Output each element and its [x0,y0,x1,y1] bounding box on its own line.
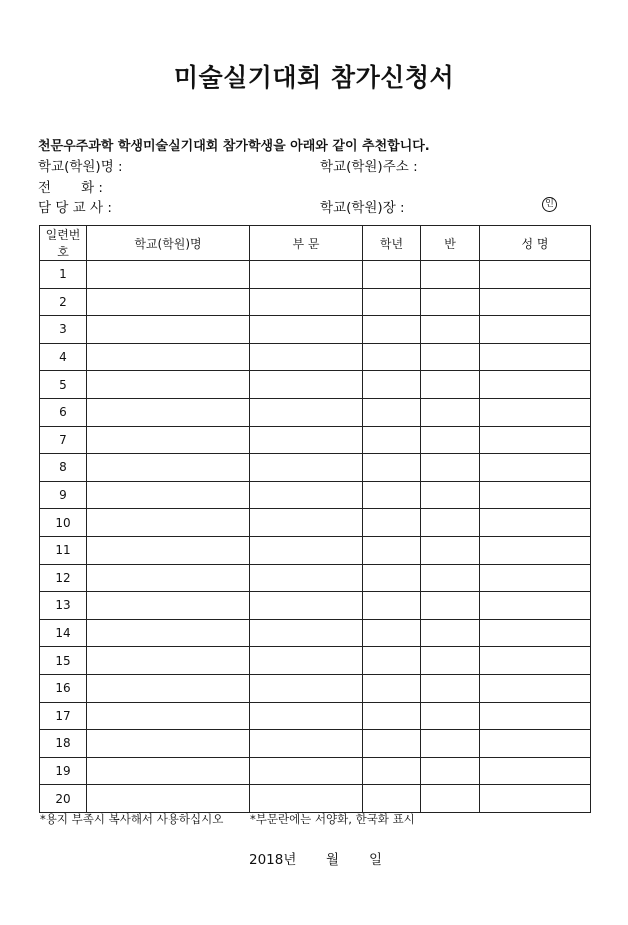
table-row [40,288,591,316]
row-school-name[interactable] [87,730,250,758]
school-address-label: 학교(학원)주소 : [320,159,418,175]
table-row [40,647,591,675]
row-serial-number: 7 [40,426,87,454]
row-serial-number: 12 [40,564,87,592]
row-grade[interactable] [363,454,421,482]
row-serial-number: 5 [40,371,87,399]
row-school-name[interactable] [87,564,250,592]
principal-label: 학교(학원)장 : [320,200,405,216]
row-student-name[interactable] [480,564,591,592]
row-student-name[interactable] [480,454,591,482]
table-row [40,426,591,454]
row-student-name[interactable] [480,398,591,426]
table-row [40,316,591,344]
row-class[interactable] [421,261,480,289]
row-serial-number: 9 [40,481,87,509]
row-category[interactable] [250,757,363,785]
row-class[interactable] [421,454,480,482]
table-row [40,371,591,399]
row-grade[interactable] [363,343,421,371]
row-serial-number: 15 [40,647,87,675]
table-row [40,785,591,813]
row-grade[interactable] [363,481,421,509]
row-school-name[interactable] [87,509,250,537]
date-month: 월 [326,852,340,868]
header-grade: 학년 [363,226,421,261]
note-category-marking: *부문란에는 서양화, 한국화 표시 [250,812,415,826]
row-school-name[interactable] [87,426,250,454]
row-school-name[interactable] [87,757,250,785]
row-class[interactable] [421,592,480,620]
row-school-name[interactable] [87,619,250,647]
row-school-name[interactable] [87,481,250,509]
table-row [40,564,591,592]
row-class[interactable] [421,647,480,675]
table-row [40,592,591,620]
row-category[interactable] [250,454,363,482]
table-row [40,261,591,289]
row-grade[interactable] [363,757,421,785]
row-student-name[interactable] [480,371,591,399]
table-row [40,343,591,371]
row-school-name[interactable] [87,371,250,399]
table-row [40,536,591,564]
row-school-name[interactable] [87,261,250,289]
row-school-name[interactable] [87,785,250,813]
row-student-name[interactable] [480,288,591,316]
table-row [40,398,591,426]
row-serial-number: 11 [40,536,87,564]
row-student-name[interactable] [480,674,591,702]
row-category[interactable] [250,564,363,592]
row-grade[interactable] [363,398,421,426]
row-class[interactable] [421,619,480,647]
row-serial-number: 2 [40,288,87,316]
table-header-row [40,226,591,261]
row-student-name[interactable] [480,592,591,620]
row-student-name[interactable] [480,702,591,730]
row-student-name[interactable] [480,536,591,564]
row-category[interactable] [250,619,363,647]
row-grade[interactable] [363,371,421,399]
row-class[interactable] [421,757,480,785]
row-student-name[interactable] [480,426,591,454]
row-class[interactable] [421,702,480,730]
row-student-name[interactable] [480,261,591,289]
row-category[interactable] [250,343,363,371]
row-serial-number: 18 [40,730,87,758]
table-row [40,674,591,702]
row-class[interactable] [421,730,480,758]
row-grade[interactable] [363,564,421,592]
date-day: 일 [369,852,383,868]
row-grade[interactable] [363,509,421,537]
row-school-name[interactable] [87,454,250,482]
row-serial-number: 14 [40,619,87,647]
teacher-label: 담 당 교 사 : [38,200,112,216]
row-school-name[interactable] [87,592,250,620]
row-grade[interactable] [363,702,421,730]
row-category[interactable] [250,785,363,813]
row-category[interactable] [250,730,363,758]
table-row [40,454,591,482]
row-grade[interactable] [363,592,421,620]
row-school-name[interactable] [87,674,250,702]
row-school-name[interactable] [87,702,250,730]
row-class[interactable] [421,509,480,537]
row-category[interactable] [250,316,363,344]
row-category[interactable] [250,536,363,564]
table-row [40,481,591,509]
row-class[interactable] [421,674,480,702]
row-student-name[interactable] [480,619,591,647]
row-category[interactable] [250,592,363,620]
row-class[interactable] [421,371,480,399]
row-category[interactable] [250,702,363,730]
row-class[interactable] [421,536,480,564]
row-student-name[interactable] [480,785,591,813]
row-student-name[interactable] [480,343,591,371]
school-name-label: 학교(학원)명 : [38,159,123,175]
row-class[interactable] [421,316,480,344]
header-class: 반 [421,226,480,261]
row-grade[interactable] [363,316,421,344]
row-category[interactable] [250,647,363,675]
table-row [40,619,591,647]
table-row [40,730,591,758]
row-grade[interactable] [363,674,421,702]
row-grade[interactable] [363,647,421,675]
row-grade[interactable] [363,619,421,647]
row-serial-number: 13 [40,592,87,620]
row-category[interactable] [250,261,363,289]
row-serial-number: 20 [40,785,87,813]
row-serial-number: 3 [40,316,87,344]
row-class[interactable] [421,398,480,426]
row-grade[interactable] [363,536,421,564]
row-category[interactable] [250,674,363,702]
row-grade[interactable] [363,730,421,758]
row-grade[interactable] [363,785,421,813]
row-grade[interactable] [363,426,421,454]
row-category[interactable] [250,509,363,537]
phone-label: 전 화 : [38,180,103,196]
row-category[interactable] [250,371,363,399]
row-serial-number: 8 [40,454,87,482]
row-category[interactable] [250,481,363,509]
row-school-name[interactable] [87,398,250,426]
row-student-name[interactable] [480,481,591,509]
intro-text: 천문우주과학 학생미술실기대회 참가학생을 아래와 같이 추천합니다. [38,139,430,154]
row-student-name[interactable] [480,509,591,537]
row-school-name[interactable] [87,316,250,344]
header-serial-number: 일련번호 [40,226,87,261]
row-category[interactable] [250,426,363,454]
table-row [40,757,591,785]
row-serial-number: 6 [40,398,87,426]
row-category[interactable] [250,398,363,426]
row-student-name[interactable] [480,316,591,344]
row-serial-number: 1 [40,261,87,289]
header-student-name: 성 명 [480,226,591,261]
form-title: 미술실기대회 참가신청서 [173,63,455,92]
row-serial-number: 17 [40,702,87,730]
row-school-name[interactable] [87,288,250,316]
row-school-name[interactable] [87,343,250,371]
table-row [40,702,591,730]
row-class[interactable] [421,481,480,509]
row-class[interactable] [421,343,480,371]
row-class[interactable] [421,288,480,316]
note-copy-form: *용지 부족시 복사해서 사용하십시오 [40,812,224,826]
row-student-name[interactable] [480,647,591,675]
row-grade[interactable] [363,261,421,289]
row-serial-number: 16 [40,674,87,702]
row-student-name[interactable] [480,757,591,785]
date-year: 2018년 [249,852,297,868]
row-serial-number: 19 [40,757,87,785]
row-student-name[interactable] [480,730,591,758]
row-category[interactable] [250,288,363,316]
row-class[interactable] [421,426,480,454]
row-class[interactable] [421,564,480,592]
row-school-name[interactable] [87,536,250,564]
seal-mark: 인 [542,197,557,212]
header-category: 부 문 [250,226,363,261]
row-serial-number: 4 [40,343,87,371]
table-row [40,509,591,537]
row-class[interactable] [421,785,480,813]
header-school-name: 학교(학원)명 [87,226,250,261]
participant-table [39,225,591,813]
row-serial-number: 10 [40,509,87,537]
row-school-name[interactable] [87,647,250,675]
row-grade[interactable] [363,288,421,316]
